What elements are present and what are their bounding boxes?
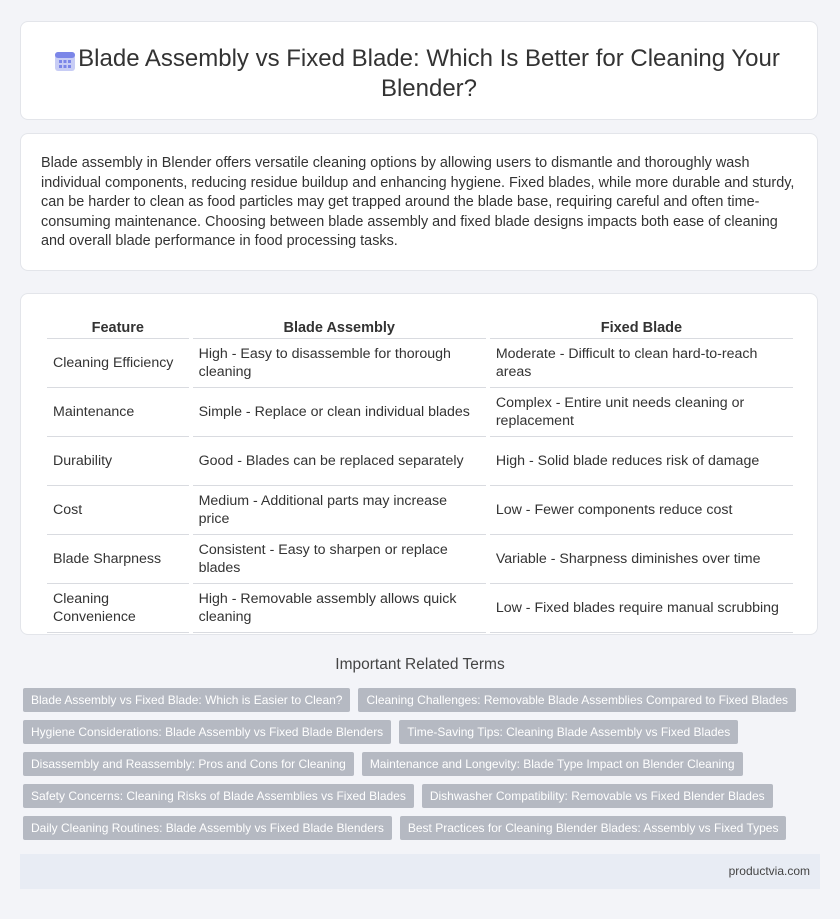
related-term-tag[interactable]: Dishwasher Compatibility: Removable vs Fixed Blender Blades <box>422 784 773 808</box>
related-term-tag[interactable]: Best Practices for Cleaning Blender Blades: Assembly vs Fixed Types <box>400 816 787 840</box>
comparison-table <box>43 314 797 633</box>
table-cell: Moderate - Difficult to clean hard-to-reach areas <box>490 339 793 388</box>
table-cell: Variable - Sharpness diminishes over time <box>490 535 793 584</box>
table-cell: High - Removable assembly allows quick cleaning <box>193 584 486 633</box>
table-cell: Low - Fixed blades require manual scrubbing <box>490 584 793 633</box>
table-cell: Durability <box>47 437 189 486</box>
table-cell: Simple - Replace or clean individual blades <box>193 388 486 437</box>
table-cell: Cleaning Convenience <box>47 584 189 633</box>
table-cell: High - Solid blade reduces risk of damage <box>490 437 793 486</box>
related-term-tag[interactable]: Time-Saving Tips: Cleaning Blade Assembly vs Fixed Blades <box>399 720 738 744</box>
table-cell: Medium - Additional parts may increase price <box>193 486 486 535</box>
table-cell: Cost <box>47 486 189 535</box>
table-row <box>47 486 793 535</box>
comparison-card <box>20 293 818 635</box>
table-header-row <box>47 314 793 339</box>
table-cell: Good - Blades can be replaced separately <box>193 437 486 486</box>
page-title: Blade Assembly vs Fixed Blade: Which Is Better for Cleaning Your Blender? <box>78 45 780 102</box>
table-row <box>47 584 793 633</box>
table-cell: Complex - Entire unit needs cleaning or replacement <box>490 388 793 437</box>
table-cell: Cleaning Efficiency <box>47 339 189 388</box>
intro-paragraph: Blade assembly in Blender offers versatile cleaning options by allowing users to dismantle and thoroughly wash individual components, reducing residue buildup and enhancing hygiene. Fixed blades, while more durable and sturdy, can be harder to clean as food particles may get trapped around the blade base, requiring careful and often time-consuming maintenance. Choosing between blade assembly and fixed blade designs impacts both ease of cleaning and overall blade performance in food processing tasks. <box>41 155 795 250</box>
table-cell: Consistent - Easy to sharpen or replace blades <box>193 535 486 584</box>
title-card <box>20 21 818 120</box>
table-row <box>47 388 793 437</box>
related-term-tag[interactable]: Safety Concerns: Cleaning Risks of Blade Assemblies vs Fixed Blades <box>23 784 414 808</box>
table-cell: Blade Sharpness <box>47 535 189 584</box>
table-row <box>47 535 793 584</box>
footer <box>20 854 820 889</box>
table-cell: Maintenance <box>47 388 189 437</box>
header-blade-assembly: Blade Assembly <box>193 314 486 339</box>
related-terms-heading: Important Related Terms <box>335 656 505 673</box>
related-term-tag[interactable]: Disassembly and Reassembly: Pros and Cons for Cleaning <box>23 752 354 776</box>
table-cell: High - Easy to disassemble for thorough cleaning <box>193 339 486 388</box>
table-row <box>47 437 793 486</box>
related-term-tag[interactable]: Hygiene Considerations: Blade Assembly vs Fixed Blade Blenders <box>23 720 391 744</box>
header-feature: Feature <box>47 314 189 339</box>
related-term-tag[interactable]: Maintenance and Longevity: Blade Type Impact on Blender Cleaning <box>362 752 743 776</box>
related-terms-list <box>23 688 803 848</box>
header-fixed-blade: Fixed Blade <box>490 314 793 339</box>
related-term-tag[interactable]: Blade Assembly vs Fixed Blade: Which is Easier to Clean? <box>23 688 350 712</box>
table-cell: Low - Fewer components reduce cost <box>490 486 793 535</box>
related-term-tag[interactable]: Daily Cleaning Routines: Blade Assembly vs Fixed Blade Blenders <box>23 816 392 840</box>
table-row <box>47 339 793 388</box>
related-term-tag[interactable]: Cleaning Challenges: Removable Blade Assemblies Compared to Fixed Blades <box>358 688 796 712</box>
intro-card <box>20 133 818 271</box>
footer-brand[interactable]: productvia.com <box>728 864 810 878</box>
